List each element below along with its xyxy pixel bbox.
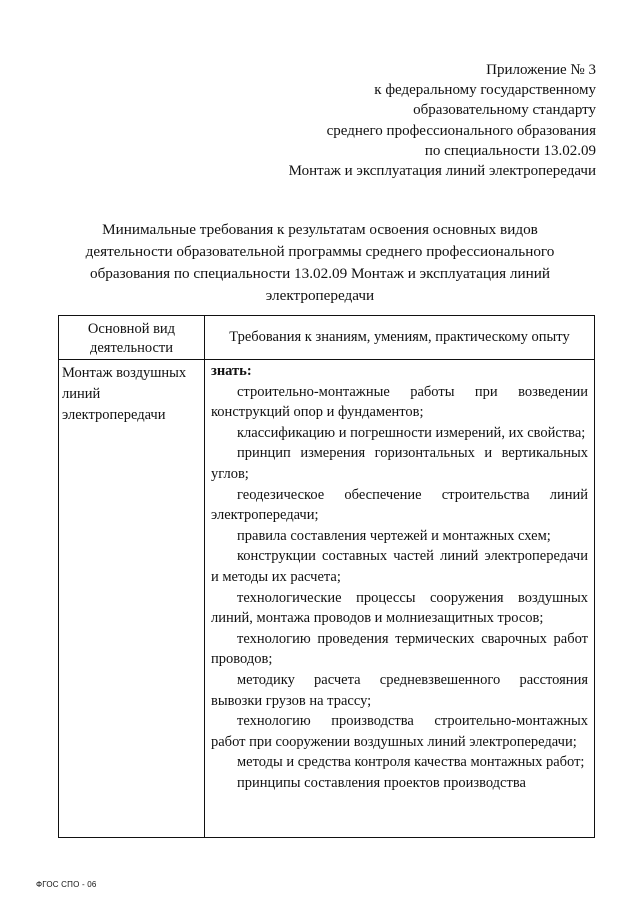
appendix-line: по специальности 13.02.09 [424,142,596,159]
requirement-item: классификацию и погрешности измерений, их свойства; [237,424,586,441]
appendix-line: образовательному стандарту [413,102,596,119]
requirement-item: методику расчета средневзвешенного расстояния вывозки грузов на трассу; [211,671,588,709]
title-line: деятельности образовательной программы среднего профессионального [85,243,555,260]
requirement-item: геодезическое обеспечение строительства линий электропередачи; [211,486,588,524]
activity-line: Монтаж воздушных [62,365,187,381]
header-requirements: Требования к знаниям, умениям, практическому опыту [205,316,595,360]
requirement-item: конструкции составных частей линий электропередачи и методы их расчета; [211,548,588,585]
document-title [60,219,580,307]
header-activity-line: деятельности [89,340,173,356]
requirement-item: технологические процессы сооружения воздушных линий, монтажа проводов и молниезащитных тросов; [211,589,588,627]
appendix-line: среднего профессионального образования [326,122,596,139]
appendix-line: Монтаж и эксплуатация линий электропередачи [288,163,596,180]
know-label: знать: [211,363,252,379]
appendix-line: к федеральному государственному [374,82,596,99]
appendix-line: Приложение № 3 [486,62,596,78]
activity-cell [59,360,205,838]
requirement-item: правила составления чертежей и монтажных схем; [237,527,551,544]
title-line: образования по специальности 13.02.09 Монтаж и эксплуатация линий [89,265,551,282]
activity-line: линий [62,386,101,402]
table-header-row [59,316,595,360]
header-activity-line: Основной вид [87,321,176,337]
table-row [59,360,595,838]
requirement-item: принцип измерения горизонтальных и вертикальных углов; [211,445,588,482]
requirement-item: технологию производства строительно-монтажных работ при сооружении воздушных линий электропередачи; [211,713,588,750]
title-line: Минимальные требования к результатам освоения основных видов [102,221,538,238]
requirement-item: принципы составления проектов производства [237,774,526,791]
requirement-item: технологию проведения термических сварочных работ проводов; [211,630,588,668]
requirements-table [58,315,595,838]
requirement-item: строительно-монтажные работы при возведении конструкций опор и фундаментов; [211,383,588,421]
title-line: электропередачи [265,287,375,304]
appendix-header [216,60,596,181]
header-activity [59,316,205,360]
requirement-item: методы и средства контроля качества монтажных работ; [237,754,585,771]
activity-line: электропередачи [62,407,166,423]
footer-code: ФГОС СПО - 06 [36,880,97,889]
requirements-cell [205,360,595,838]
